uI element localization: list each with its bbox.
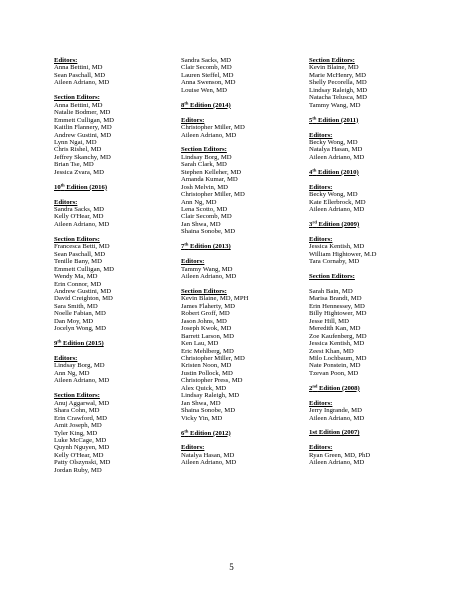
section-heading: Editors: [181,258,205,266]
edition-heading: 3rd Edition (2009) [309,219,360,228]
name-entry: Ann Ng, MD [54,369,90,377]
name-entry: Christopher Press, MD [181,377,243,385]
name-entry: Jason Johns, MD [181,317,227,325]
section-heading: Section Editors: [309,57,355,64]
spacer [181,437,248,444]
edition-heading: 2nd Edition (2008) [309,383,360,392]
name-entry: Becky Wong, MD [309,138,358,146]
name-entry: Christopher Miller, MD [181,355,245,363]
name-entry: Vicky Yin, MD [181,414,223,422]
section-heading: Editors: [309,235,333,243]
spacer [181,139,248,146]
column-3 [309,57,376,467]
section-heading: Editors: [181,444,205,452]
name-entry: Natalie Bodmer, MD [54,109,111,117]
section-heading: Section Editors: [181,146,227,154]
name-entry: Lindsay Borg, MD [181,153,232,161]
name-entry: Anna Bettini, MD [54,101,103,109]
spacer [309,377,376,384]
spacer [54,191,114,198]
spacer [309,109,376,116]
name-entry: Alex Quick, MD [181,384,227,392]
name-entry: Lauren Steffel, MD [181,71,234,79]
spacer [309,280,376,287]
spacer [309,124,376,131]
edition-heading: 9th Edition (2015) [54,338,104,348]
section-heading: Editors: [54,355,78,363]
name-entry: Joseph Kwok, MD [181,325,232,333]
name-entry: Meredith Kan, MD [309,325,361,333]
spacer [54,348,114,355]
name-entry: Ken Lau, MD [181,340,219,348]
edition-heading: 7th Edition (2013) [181,241,231,251]
name-entry: Emmett Culligan, MD [54,116,114,124]
section-heading: Editors: [309,131,333,139]
name-entry: Tyler King, MD [54,429,98,437]
name-entry: Noelle Fabian, MD [54,310,106,318]
spacer [181,281,248,288]
name-entry: Aileen Adriano, MD [54,79,110,87]
name-entry: Andrew Gustini, MD [54,131,112,139]
name-entry: Sara Smith, MD [54,302,98,310]
name-entry: Kelly O'Hear, MD [54,451,104,459]
name-entry: Barrett Larson, MD [181,332,234,340]
name-entry: Zeest Khan, MD [309,347,354,355]
name-entry: Becky Wong, MD [309,191,358,199]
spacer [309,213,376,220]
name-entry: Quynh Nguyen, MD [54,444,110,452]
name-entry: Natalya Hasan, MD [309,146,363,154]
section-heading: Section Editors: [309,273,355,281]
name-entry: Aileen Adriano, MD [309,459,365,467]
name-entry: Tenille Bany, MD [54,258,102,266]
name-entry: Louise Wen, MD [181,86,227,94]
name-entry: Lena Scotto, MD [181,206,228,214]
name-entry: Justin Pollock, MD [181,369,233,377]
name-entry: Jessica Kentish, MD [309,243,365,251]
name-entry: Erin Crawford, MD [54,414,107,422]
section-heading: Editors: [309,444,333,452]
spacer [309,228,376,235]
name-entry: William Hightower, M.D [309,250,377,258]
name-entry: Clair Secomb, MD [181,213,232,221]
section-heading: Section Editors: [54,392,100,400]
column-1 [54,57,114,474]
name-entry: Kaitlin Flannery, MD [54,124,112,132]
name-entry: Kristen Noon, MD [181,362,232,370]
spacer [54,87,114,94]
name-entry: Aileen Adriano, MD [181,459,237,467]
name-entry: Shelly Pecorella, MD [309,79,367,87]
spacer [181,109,248,116]
name-entry: Erin Connor, MD [54,280,102,288]
name-entry: Chris Rishel, MD [54,146,102,154]
edition-heading: 5th Edition (2011) [309,115,359,124]
section-heading: Section Editors: [54,235,100,243]
name-entry: Aileen Adriano, MD [309,206,365,213]
section-heading: Section Editors: [54,94,100,102]
section-heading: Editors: [309,183,333,191]
name-entry: Sarah Bain, MD [309,287,353,295]
name-entry: Billy Hightower, MD [309,310,367,318]
spacer [309,161,376,168]
name-entry: Andrew Gustini, MD [54,287,112,295]
name-entry: Natalya Hasan, MD [181,451,235,459]
name-entry: David Creighton, MD [54,295,113,303]
name-entry: Emmett Culligan, MD [54,265,114,273]
name-entry: Sean Paschall, MD [54,71,106,79]
name-entry: Lindsay Raleigh, MD [309,86,368,94]
name-entry: Christopher Miller, MD [181,191,245,199]
name-entry: Kevin Blaine, MD [309,64,359,72]
spacer [309,176,376,183]
name-entry: Jerry Ingrande, MD [309,407,362,415]
name-entry: Sean Paschall, MD [54,250,106,258]
name-entry: Aileen Adriano, MD [309,414,365,422]
name-entry: Anuj Aggarwal, MD [54,399,110,407]
name-entry: Kate Ellerbrock, MD [309,198,366,206]
name-entry: Lindsay Raleigh, MD [181,392,240,400]
name-entry: Amanda Kumar, MD [181,176,238,184]
section-heading: Editors: [181,116,205,124]
name-entry: Josh Melvin, MD [181,183,229,191]
name-entry: Eric Mehlberg, MD [181,347,234,355]
name-entry: Marisa Brandt, MD [309,295,362,303]
name-entry: Ryan Green, MD, PhD [309,451,371,459]
spacer [181,422,248,429]
name-entry: Wendy Ma, MD [54,273,98,281]
name-entry: Jeffrey Skanchy, MD [54,153,111,161]
name-entry: Sandra Sacks, MD [181,57,231,64]
section-heading: Section Editors: [181,287,227,295]
name-entry: Aileen Adriano, MD [309,153,365,161]
name-entry: Aileen Adriano, MD [181,273,237,281]
name-entry: Christopher Miller, MD [181,124,245,132]
name-entry: Anna Swenson, MD [181,79,236,87]
name-entry: Clair Secomb, MD [181,64,232,72]
name-entry: Jan Shwa, MD [181,399,221,407]
name-entry: Tara Cornaby, MD [309,258,360,266]
section-heading: Editors: [54,198,78,206]
name-entry: James Flaherty, MD [181,302,235,310]
name-entry: Lynn Ngai, MD [54,138,97,146]
page-number: 5 [229,562,234,572]
name-entry: Shara Cohn, MD [54,407,100,415]
name-entry: Aileen Adriano, MD [54,377,110,385]
name-entry: Luke McCage, MD [54,437,107,444]
edition-heading: 6th Edition (2012) [181,428,231,437]
name-entry: Tammy Wang, MD [309,101,361,109]
column-2 [181,57,248,467]
name-entry: Jan Shwa, MD [181,220,221,228]
name-entry: Zoe Kaufenberg, MD [309,332,367,340]
spacer [181,94,248,101]
name-entry: Kelly O'Hear, MD [54,213,104,221]
name-entry: Anna Bettini, MD [54,64,103,72]
name-entry: Robert Groff, MD [181,310,230,318]
name-entry: Jessica Kentish, MD [309,340,365,348]
section-heading: Editors: [54,57,78,64]
name-entry: Kevin Blaine, MD, MPH [181,295,249,303]
spacer [309,422,376,429]
name-entry: Jesse Hill, MD [309,317,349,325]
name-entry: Shaina Sonobe, MD [181,407,236,415]
name-entry: Stephen Kelleher, MD [181,168,242,176]
name-entry: Lindsay Borg, MD [54,362,105,370]
name-entry: Patty Olszynski, MD [54,459,111,467]
name-entry: Francesca Betti, MD [54,243,110,251]
spacer [54,385,114,392]
edition-heading: 4th Edition (2010) [309,167,359,176]
name-entry: Nate Ponstein, MD [309,362,361,370]
name-entry: Tzevan Poon, MD [309,369,359,377]
name-entry: Sandra Sacks, MD [54,206,104,214]
name-entry: Dan Moy, MD [54,317,94,325]
name-entry: Jocelyn Wong, MD [54,325,106,333]
section-heading: 1st Edition (2007) [309,429,360,437]
name-entry: Natacha Telusca, MD [309,94,367,102]
name-entry: Aileen Adriano, MD [54,220,110,228]
name-entry: Ann Ng, MD [181,198,217,206]
name-entry: Shaina Sonobe, MD [181,228,236,236]
name-entry: Jordan Ruby, MD [54,466,102,474]
name-entry: Marie McHenry, MD [309,71,366,79]
name-entry: Amit Joseph, MD [54,422,102,430]
section-heading: Editors: [309,399,333,407]
edition-heading: 10th Edition (2016) [54,182,108,191]
spacer [309,392,376,399]
name-entry: Erin Hennessey, MD [309,302,365,310]
spacer [181,251,248,258]
name-entry: Milo Lochbaum, MD [309,355,367,362]
edition-heading: 8th Edition (2014) [181,100,231,109]
name-entry: Jessica Zvara, MD [54,168,104,176]
name-entry: Tammy Wang, MD [181,265,233,273]
spacer [54,228,114,235]
name-entry: Brian Tse, MD [54,161,94,169]
spacer [309,437,376,444]
name-entry: Aileen Adriano, MD [181,131,237,139]
spacer [309,266,376,273]
name-entry: Sarah Clark, MD [181,161,227,169]
